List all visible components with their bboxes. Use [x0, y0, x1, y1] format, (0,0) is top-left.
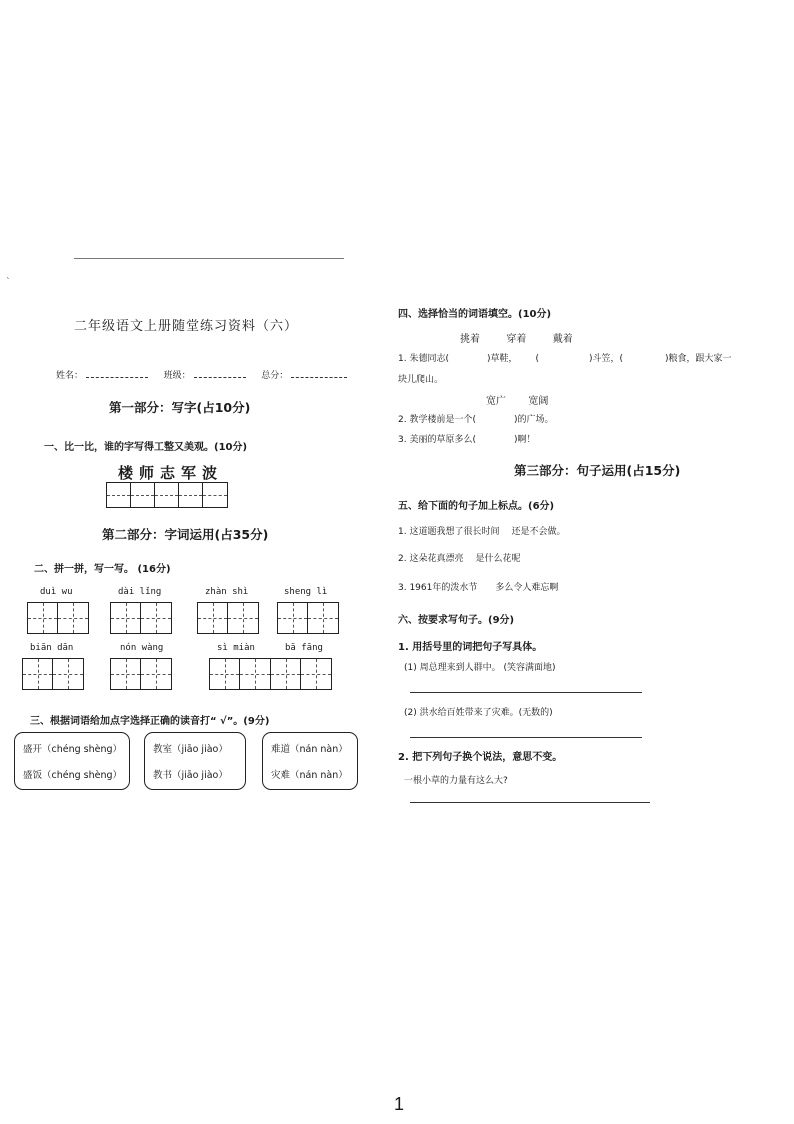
q1-characters: 楼师志军波	[118, 464, 224, 482]
q6-sub1-title: 1. 用括号里的词把句子写具体。	[398, 642, 543, 653]
tianzige-grid[interactable]	[197, 602, 259, 634]
q5-title: 五、给下面的句子加上标点。(6分)	[398, 501, 555, 512]
part1-title: 第一部分：写字(占10分)	[109, 400, 251, 415]
scan-speck: ˎ	[6, 270, 11, 280]
part2-title: 第二部分：字词运用(占35分)	[102, 527, 269, 542]
pinyin-label: zhàn shì	[205, 587, 249, 597]
word-option: 宽阔	[528, 396, 549, 407]
q4-sentence-1: 1. 朱德同志( )草鞋， ( )斗笠，( )粮食，跟大家一	[398, 354, 732, 364]
answer-line[interactable]	[410, 692, 642, 693]
score-field[interactable]	[291, 368, 347, 378]
word-choice[interactable]: 灾难（nán nàn）	[271, 770, 348, 781]
q6-sentence-3: 一根小草的力量有这么大?	[404, 776, 508, 786]
q6-title: 六、按要求写句子。(9分)	[398, 615, 515, 626]
document-title: 二年级语文上册随堂练习资料（六）	[74, 319, 299, 334]
name-field[interactable]	[86, 368, 148, 378]
score-label: 总分：	[261, 371, 289, 381]
pinyin-label: bā fāng	[285, 643, 323, 653]
q4-word-bank-1	[460, 330, 573, 345]
class-field[interactable]	[194, 368, 246, 378]
word-choice[interactable]: 教室（jiāo jiào）	[153, 744, 228, 755]
pinyin-label: dài lǐng	[118, 587, 162, 597]
tianzige-grid[interactable]	[209, 658, 271, 690]
tianzige-grid[interactable]	[110, 658, 172, 690]
q6-sentence-1: (1) 周总理来到人群中。 (笑容满面地)	[404, 663, 556, 673]
q6-sentence-2: (2) 洪水给百姓带来了灾难。(无数的)	[404, 708, 553, 718]
word-option: 挑着	[460, 334, 480, 345]
q4-title: 四、选择恰当的词语填空。(10分)	[398, 309, 552, 320]
word-option: 穿着	[506, 334, 527, 345]
tianzige-grid[interactable]	[270, 658, 332, 690]
q4-sentence-1-cont: 块儿爬山。	[398, 375, 444, 385]
pronunciation-box[interactable]	[14, 732, 130, 790]
word-choice[interactable]: 盛饭（chéng shèng）	[23, 770, 123, 781]
q4-sentence-3: 3. 美丽的草原多么( )啊！	[398, 435, 536, 445]
pinyin-label: biān dān	[30, 643, 74, 653]
class-label: 班级：	[163, 371, 191, 381]
answer-line[interactable]	[410, 737, 642, 738]
q6-sub2-title: 2. 把下列句子换个说法，意思不变。	[398, 752, 563, 763]
word-choice[interactable]: 盛开（chéng shèng）	[23, 744, 123, 755]
word-option: 宽广	[486, 396, 506, 407]
word-choice[interactable]: 教书（jiāo jiào）	[153, 770, 228, 781]
q1-title: 一、比一比，谁的字写得工整又美观。(10分)	[44, 442, 248, 453]
pinyin-label: sheng lì	[284, 587, 328, 597]
q2-title: 二、拼一拼，写一写。 (16分)	[34, 564, 171, 575]
pronunciation-box[interactable]	[262, 732, 358, 790]
tianzige-grid[interactable]	[277, 602, 339, 634]
scan-edge-mark	[74, 258, 344, 259]
answer-line[interactable]	[410, 802, 650, 803]
q5-sentence-3: 3. 1961年的泼水节 多么令人难忘啊	[398, 583, 559, 593]
tianzige-grid[interactable]	[22, 658, 84, 690]
pronunciation-box[interactable]	[144, 732, 246, 790]
word-choice[interactable]: 难道（nán nàn）	[271, 744, 348, 755]
q4-word-bank-2	[486, 392, 548, 407]
q1-writing-grid[interactable]	[106, 482, 228, 508]
pinyin-label: duì wu	[40, 587, 73, 597]
q5-sentence-2: 2. 这朵花真漂亮 是什么花呢	[398, 554, 521, 564]
name-label: 姓名：	[56, 371, 84, 381]
word-option: 戴着	[552, 334, 573, 345]
part3-title: 第三部分：句子运用(占15分)	[514, 463, 681, 478]
q4-sentence-2: 2. 教学楼前是一个( )的广场。	[398, 415, 554, 425]
page-number: 1	[394, 1094, 405, 1114]
tianzige-grid[interactable]	[27, 602, 89, 634]
q5-sentence-1: 1. 这道题我想了很长时间 还是不会做。	[398, 527, 566, 537]
student-info-row	[56, 368, 347, 381]
q3-title: 三、根据词语给加点字选择正确的读音打“ √”。(9分)	[30, 716, 270, 727]
pinyin-label: nón wàng	[120, 643, 164, 653]
tianzige-grid[interactable]	[110, 602, 172, 634]
pinyin-label: sì miàn	[217, 643, 255, 653]
